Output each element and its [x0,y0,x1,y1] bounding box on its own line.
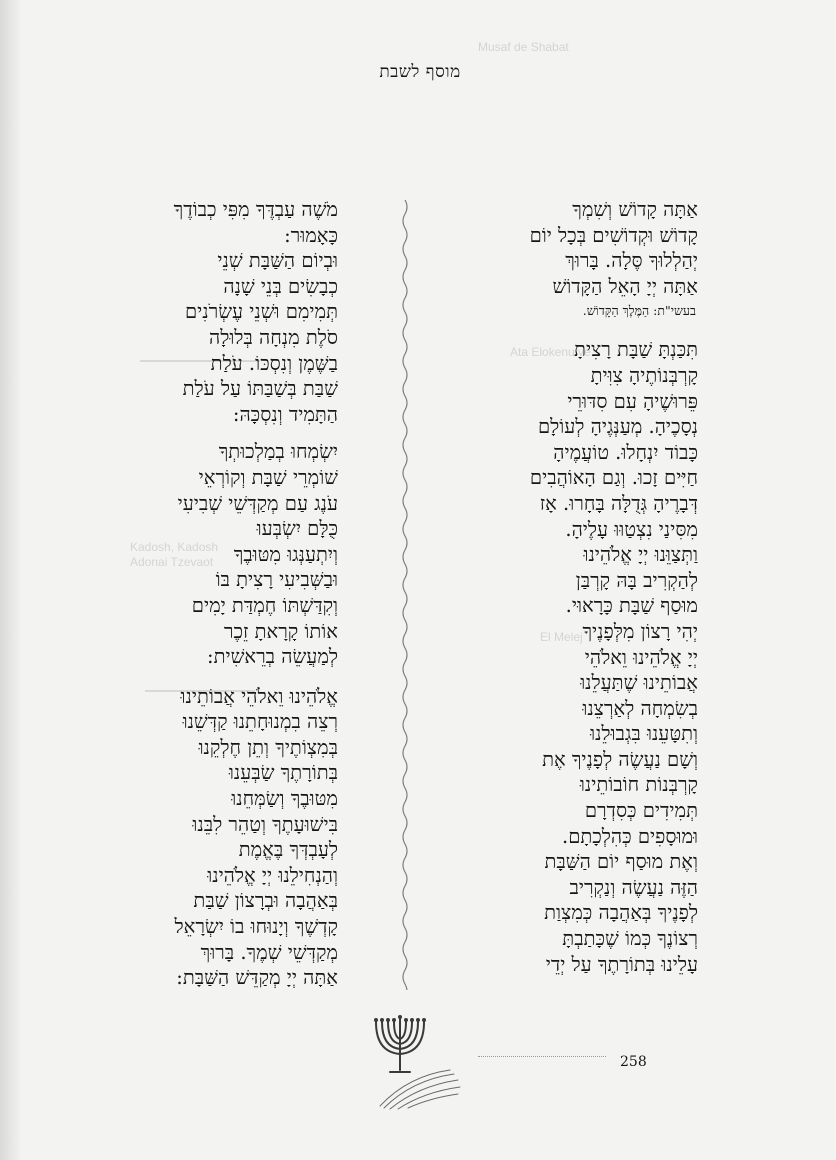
running-header: מוסף לשבת [379,62,461,82]
text-line: בַשֶּׁמֶן וְנִסְכּוֹ. עֹלַת [210,351,338,375]
text-line: אֱלֹהֵינוּ וֵאלֹהֵי אֲבוֹתֵינוּ [180,684,338,708]
text-line: אוֹתוֹ קָרָאתָ זֵכֶר [223,619,338,643]
text-line: עֹנֶג עַם מְקַדְּשֵׁי שְׁבִיעִי [177,491,338,515]
text-line: מִטּוּבֶךָ וְשַׂמְּחֵנוּ [231,787,338,811]
text-line: פֵּרוּשֶׁיהָ עִם סִדּוּרֵי [567,389,698,413]
text-line: נְסָכֶיהָ. מְעַנְּגֶיהָ לְעוֹלָם [537,415,698,439]
text-line: וְשָׁם נַעֲשֶׂה לְפָנֶיךָ אֶת [542,747,698,771]
text-line: וְאֶת מוּסַף יוֹם הַשַּׁבָּת [544,850,698,874]
text-line: וְקִדַּשְׁתּוֹ חֶמְדַּת יָמִים [191,593,338,617]
text-line: וּמוּסָפִים כְּהִלְכָתָם. [562,824,698,848]
text-line: הַתָּמִיד וְנִסְכָּהּ: [232,402,338,426]
text-line: כְבָשִׂים בְּנֵי שָׁנָה [223,274,338,298]
text-line: קָדְשֶׁךָ וְיָנוּחוּ בוֹ יִשְׂרָאֵל [174,915,338,939]
text-line: בִּישׁוּעָתֶךָ וְטַהֵר לִבֵּנוּ [192,812,338,836]
menorah-icon [368,1014,468,1114]
text-line: עָלֵינוּ בְּתוֹרָתֶךָ עַל יְדֵי [545,952,698,976]
show-through-text: Kadosh, Kadosh [130,540,219,554]
text-line: הַזֶּה נַעֲשֶׂה וְנַקְרִיב [569,875,698,899]
text-line: אַתָּה יְיָ הָאֵל הַקָּדוֹשׁ [552,274,698,298]
page-number: 258 [620,1054,647,1070]
show-through-text: El Melej [540,630,583,644]
text-line: סֹלֶת מִנְחָה בְּלוּלָה [208,325,338,349]
wavy-column-divider [398,200,412,990]
left-column [48,197,338,991]
text-line: לְפָנֶיךָ בְּאַהֲבָה כְּמִצְוַת [544,901,698,925]
text-line: מִסִּינַי נִצְטַוּוּ עָלֶיהָ. [565,517,698,541]
text-line: שׁוֹמְרֵי שַׁבָּת וְקוֹרְאֵי [198,465,338,489]
binding-shadow [0,0,22,1160]
text-line: יְהַלְלוּךָ סֶּלָה. בָּרוּךְ [565,249,698,273]
text-line: תְּמִידִים כְּסִדְרָם [584,799,698,823]
text-line: לְהַקְרִיב בָּהּ קָרְבַּן [575,568,698,592]
text-line: מֹשֶׁה עַבְדֶּךָ מִפִּי כְבוֹדֶךָ [173,198,338,221]
text-line: וְהַנְחִילֵנוּ יְיָ אֱלֹהֵינוּ [207,863,338,887]
right-column [428,197,698,977]
text-line: וְתִטָּעֵנוּ בִּגְבוּלֵנוּ [590,722,698,746]
text-line: בְשִׂמְחָה לְאַרְצֵנוּ [582,696,698,720]
footer-rule [478,1056,606,1057]
rubric-note: בעשי"ת: הַמֶּלֶךְ הַקָּדוֹשׁ. [582,303,696,319]
text-line: בְּתוֹרָתֶךָ שַׂבְּעֵנוּ [228,761,338,785]
text-line: אַתָּה יְיָ מְקַדֵּשׁ הַשַּׁבָּת: [176,966,338,990]
text-line: בְּאַהֲבָה וּבְרָצוֹן שַׁבַּת [193,889,338,913]
text-line: וְיִתְעַנְּגוּ מִטּוּבֶךָ [233,542,338,566]
text-line: מוּסַף שַׁבָּת כָּרָאוּי. [565,594,698,618]
text-line: רְצוֹנֶךָ כְּמוֹ שֶׁכָּתַבְתָּ [562,927,698,951]
text-line: קָרְבְּנוֹת חוֹבוֹתֵינוּ [579,773,698,797]
text-line: אֲבוֹתֵינוּ שֶׁתַּעֲלֵנוּ [580,671,698,695]
text-line: קָדוֹשׁ וּקְדוֹשִׁים בְּכָל יוֹם [529,223,698,247]
text-line: לְמַעֲשֵׂה בְרֵאשִׁית: [207,645,338,669]
text-line: בְּמִצְוֹתֶיךָ וְתֵן חֶלְקֵנוּ [198,735,338,759]
text-line: וַתְּצַוֵּנוּ יְיָ אֱלֹהֵינוּ [583,543,698,567]
show-through-text: Ata Elokenu ve... [510,345,601,359]
text-line: חַיִּים זָכוּ. וְגַם הָאוֹהֲבִים [529,466,698,490]
text-line: קָרְבְּנוֹתֶיהָ צִוִּיתָ [590,363,698,387]
text-line: יְיָ אֱלֹהֵינוּ וֵאלֹהֵי [584,645,698,669]
text-line: דְּבָרֶיהָ גְּדֻלָּה בָּחָרוּ. אָז [539,491,698,515]
text-line: שַׁבַּת בְּשַׁבַּתּוֹ עַל עֹלַת [182,377,338,401]
text-line: כָּבוֹד יִנְחָלוּ. טוֹעֲמֶיהָ [553,440,698,464]
text-line: יִשְׂמְחוּ בְמַלְכוּתְךָ [218,440,338,464]
text-line: אַתָּה קָדוֹשׁ וְשִׁמְךָ [572,198,698,221]
text-line: וּבְיוֹם הַשַּׁבָּת שְׁנֵי [217,249,338,273]
text-line: מְקַדְּשֵׁי שְׁמֶךָ. בָּרוּךְ [200,940,338,964]
show-through-text: Adonai Tzevaot [130,555,214,569]
text-line: תִּכַּנְתָּ שַׁבָּת רָצִיתָ [574,338,698,362]
text-line: כֻּלָּם יִשְׂבְּעוּ [256,517,338,541]
text-line: וּבַשְּׁבִיעִי רָצִיתָ בּוֹ [215,568,338,592]
text-line: רְצֵה בִמְנוּחָתֵנוּ קַדְּשֵׁנוּ [182,710,338,734]
text-line: תְּמִימִם וּשְׁנֵי עֶשְׂרֹנִים [185,300,338,324]
show-through-header: Musaf de Shabat [478,40,569,54]
text-line: יְהִי רָצוֹן מִלְּפָנֶיךָ [582,619,698,643]
text-line: לְעָבְדְּךָ בֶּאֱמֶת [238,838,338,862]
text-line: כָּאָמוּר: [284,223,338,247]
